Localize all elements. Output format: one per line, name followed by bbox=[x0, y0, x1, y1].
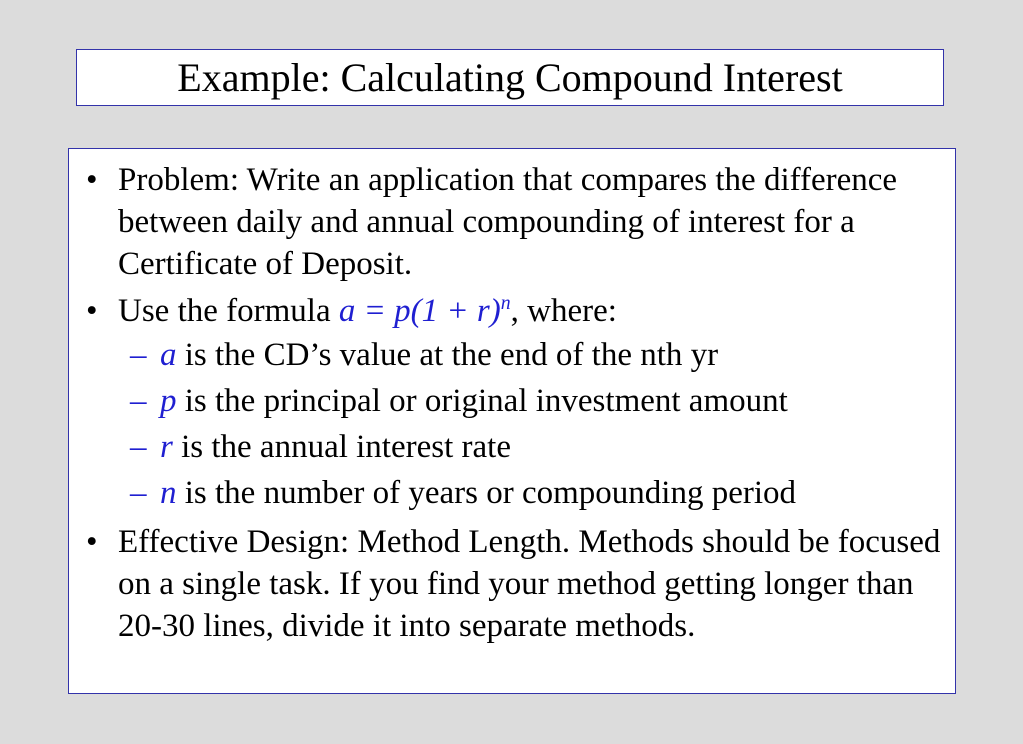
slide-content-box bbox=[68, 148, 956, 694]
sub-item-n bbox=[118, 470, 945, 516]
formula-base: a = p(1 + r) bbox=[338, 293, 501, 329]
bullet-icon: • bbox=[86, 524, 98, 560]
variable: a bbox=[160, 337, 177, 373]
dash-icon: – bbox=[130, 429, 147, 465]
bullet-effective-design bbox=[69, 521, 955, 647]
bullet-icon: • bbox=[86, 162, 98, 198]
sub-item-text: is the principal or original investment amount bbox=[176, 383, 788, 419]
bullet-text-prefix: Use the formula bbox=[118, 293, 339, 329]
sub-item-r bbox=[118, 424, 945, 470]
slide-title: Example: Calculating Compound Interest bbox=[177, 54, 843, 100]
dash-icon: – bbox=[130, 337, 147, 373]
sub-item-p bbox=[118, 378, 945, 424]
formula-exponent: n bbox=[500, 292, 511, 314]
sub-item-text: is the number of years or compounding period bbox=[176, 475, 797, 511]
variable: p bbox=[160, 383, 177, 419]
dash-icon: – bbox=[130, 475, 147, 511]
sub-item-text: is the CD’s value at the end of the nth yr bbox=[176, 337, 719, 373]
variable: n bbox=[160, 475, 177, 511]
bullet-icon: • bbox=[86, 293, 98, 329]
bullet-formula bbox=[69, 290, 955, 516]
sub-item-text: is the annual interest rate bbox=[172, 429, 511, 465]
formula bbox=[339, 293, 511, 329]
bullet-text-suffix: , where: bbox=[510, 293, 617, 329]
dash-icon: – bbox=[130, 383, 147, 419]
bullet-problem bbox=[69, 159, 955, 285]
variable: r bbox=[160, 429, 173, 465]
bullet-text: Effective Design: Method Length. Methods should be focused on a single task. If you find your method getting longer than 20-30 lines, divide it into separate methods. bbox=[118, 524, 941, 644]
sub-list bbox=[118, 332, 945, 516]
bullet-text: Problem: Write an application that compares the difference between daily and annual compounding of interest for a Certificate of Deposit. bbox=[118, 162, 898, 282]
bullet-list bbox=[69, 149, 955, 647]
sub-item-a bbox=[118, 332, 945, 378]
slide-title-box bbox=[76, 49, 944, 106]
